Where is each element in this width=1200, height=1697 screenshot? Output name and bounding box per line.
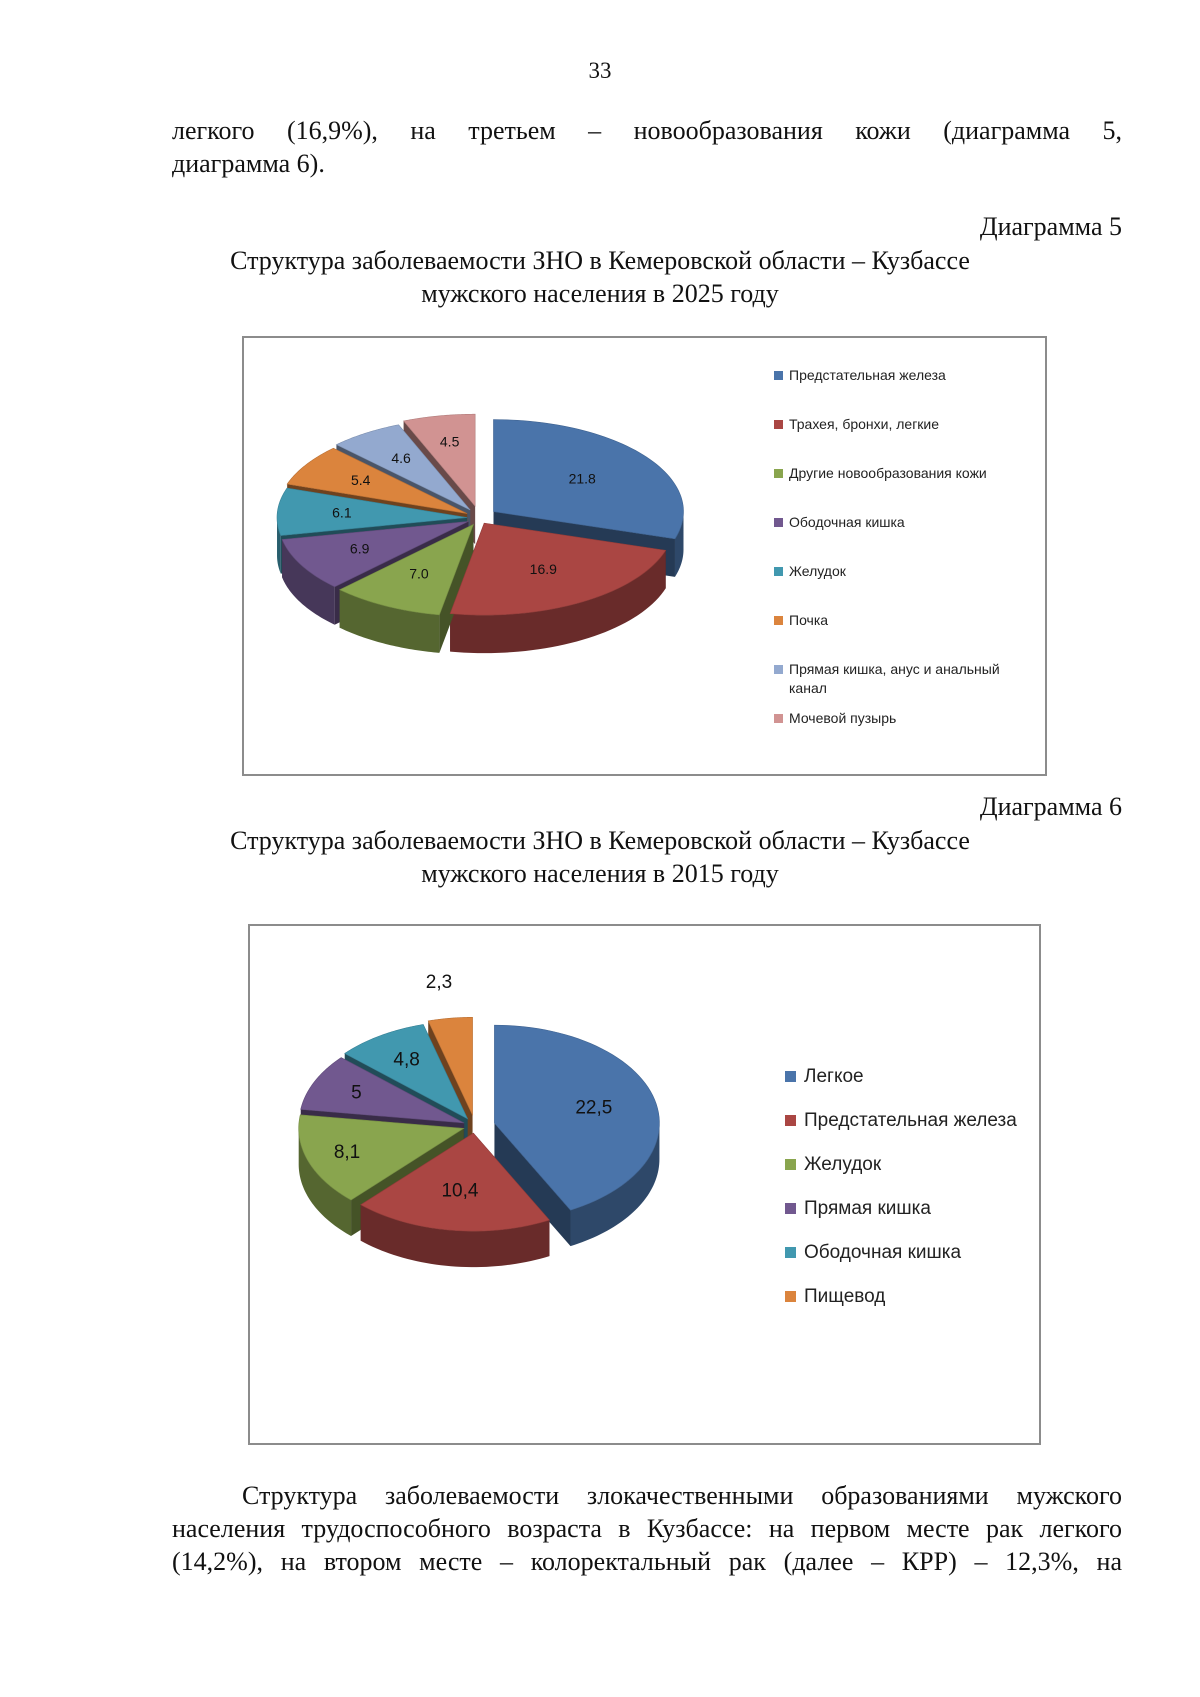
closing-line-1: Структура заболеваемости злокачественными образованиями мужского [242, 1481, 1122, 1510]
chart5-legend-item-4 [774, 513, 1036, 532]
chart6-legend-swatch-5 [785, 1247, 796, 1258]
chart5-legend-item-3 [774, 464, 1036, 483]
chart5-legend-swatch-6 [774, 616, 783, 625]
chart6-legend-item-2 [785, 1108, 1025, 1133]
chart6-value-label-5: 4,8 [393, 1049, 420, 1071]
chart5-value-label-5: 6.1 [332, 504, 352, 521]
chart5-legend-item-2 [774, 415, 1036, 434]
figure5-title [0, 244, 1200, 310]
chart6-legend-swatch-1 [785, 1071, 796, 1082]
figure6-title-line-2: мужского населения в 2015 году [421, 859, 779, 888]
chart6-legend-label-3: Желудок [804, 1154, 882, 1175]
figure6-title-line-1: Структура заболеваемости ЗНО в Кемеровской области – Кузбассе [230, 826, 970, 855]
chart6-legend-swatch-4 [785, 1203, 796, 1214]
intro-line-1: легкого (16,9%), на третьем – новообразования кожи (диаграмма 5, [172, 116, 1122, 145]
chart5-legend-item-1 [774, 366, 1036, 385]
chart5-legend-label-7: Прямая кишка, анус и анальный канал [789, 661, 1000, 696]
chart5-legend-swatch-4 [774, 518, 783, 527]
chart5-legend-swatch-3 [774, 469, 783, 478]
chart5-legend-label-5: Желудок [789, 563, 846, 579]
figure6-label: Диаграмма 6 [979, 792, 1122, 821]
chart5-legend-item-6 [774, 611, 1036, 630]
chart5-legend-label-1: Предстательная железа [789, 367, 946, 383]
chart6-legend-item-3 [785, 1152, 1025, 1177]
intro-paragraph [172, 114, 1122, 180]
chart6-legend-item-4 [785, 1196, 1025, 1221]
figure5-label: Диаграмма 5 [979, 212, 1122, 241]
chart6-legend-label-4: Прямая кишка [804, 1198, 931, 1219]
chart5-legend-label-4: Ободочная кишка [789, 514, 905, 530]
chart5-legend-swatch-7 [774, 665, 783, 674]
figure5-title-line-1: Структура заболеваемости ЗНО в Кемеровской области – Кузбассе [230, 246, 970, 275]
chart6-legend-swatch-2 [785, 1115, 796, 1126]
chart5-legend-item-7 [774, 660, 1036, 698]
chart6-legend-item-5 [785, 1240, 1025, 1265]
chart5-legend-swatch-1 [774, 371, 783, 380]
chart5-value-label-7: 4.6 [391, 450, 411, 467]
chart5-value-label-6: 5.4 [351, 472, 371, 489]
chart5-value-label-3: 7.0 [409, 565, 429, 582]
chart6-value-label-3: 8,1 [333, 1141, 361, 1163]
figure5-title-line-2: мужского населения в 2025 году [421, 279, 779, 308]
chart6-legend-item-6 [785, 1284, 1025, 1309]
figure6-title [0, 824, 1200, 890]
chart5-value-label-2: 16.9 [529, 561, 557, 578]
chart5-value-label-1: 21.8 [568, 470, 596, 487]
chart6-value-label-6: 2,3 [425, 972, 453, 994]
chart5-value-label-4: 6.9 [349, 540, 370, 557]
chart6-value-label-1: 22,5 [575, 1097, 613, 1119]
chart5-legend-item-8 [774, 709, 1036, 728]
chart6-value-label-2: 10,4 [441, 1180, 479, 1202]
chart5-legend-swatch-2 [774, 420, 783, 429]
page-number: 33 [588, 58, 612, 83]
chart-diagram-5 [242, 336, 1047, 776]
chart6-legend-label-2: Предстательная железа [804, 1110, 1017, 1131]
closing-line-2: населения трудоспособного возраста в Кузбассе: на первом месте рак легкого [172, 1514, 1122, 1543]
chart5-legend-label-8: Мочевой пузырь [789, 710, 897, 726]
closing-line-3: (14,2%), на втором месте – колоректальный рак (далее – КРР) – 12,3%, на [172, 1547, 1122, 1576]
chart5-value-label-8: 4.5 [439, 433, 460, 450]
closing-paragraph [172, 1479, 1122, 1578]
chart5-legend-label-3: Другие новообразования кожи [789, 465, 987, 481]
chart5-legend-label-2: Трахея, бронхи, легкие [789, 416, 940, 432]
chart-diagram-6-plot [250, 926, 1039, 1443]
intro-line-2: диаграмма 6). [172, 149, 325, 178]
chart6-legend-label-5: Ободочная кишка [804, 1242, 962, 1263]
chart6-value-label-4: 5 [351, 1082, 362, 1104]
chart6-legend-swatch-3 [785, 1159, 796, 1170]
chart6-legend-swatch-6 [785, 1291, 796, 1302]
chart-diagram-6 [248, 924, 1041, 1445]
chart5-legend-swatch-8 [774, 714, 783, 723]
chart6-legend-item-1 [785, 1064, 1025, 1089]
chart5-legend-label-6: Почка [789, 612, 829, 628]
chart6-legend-label-6: Пищевод [804, 1286, 886, 1307]
chart5-legend-item-5 [774, 562, 1036, 581]
chart5-legend-swatch-5 [774, 567, 783, 576]
chart6-legend-label-1: Легкое [804, 1066, 864, 1087]
